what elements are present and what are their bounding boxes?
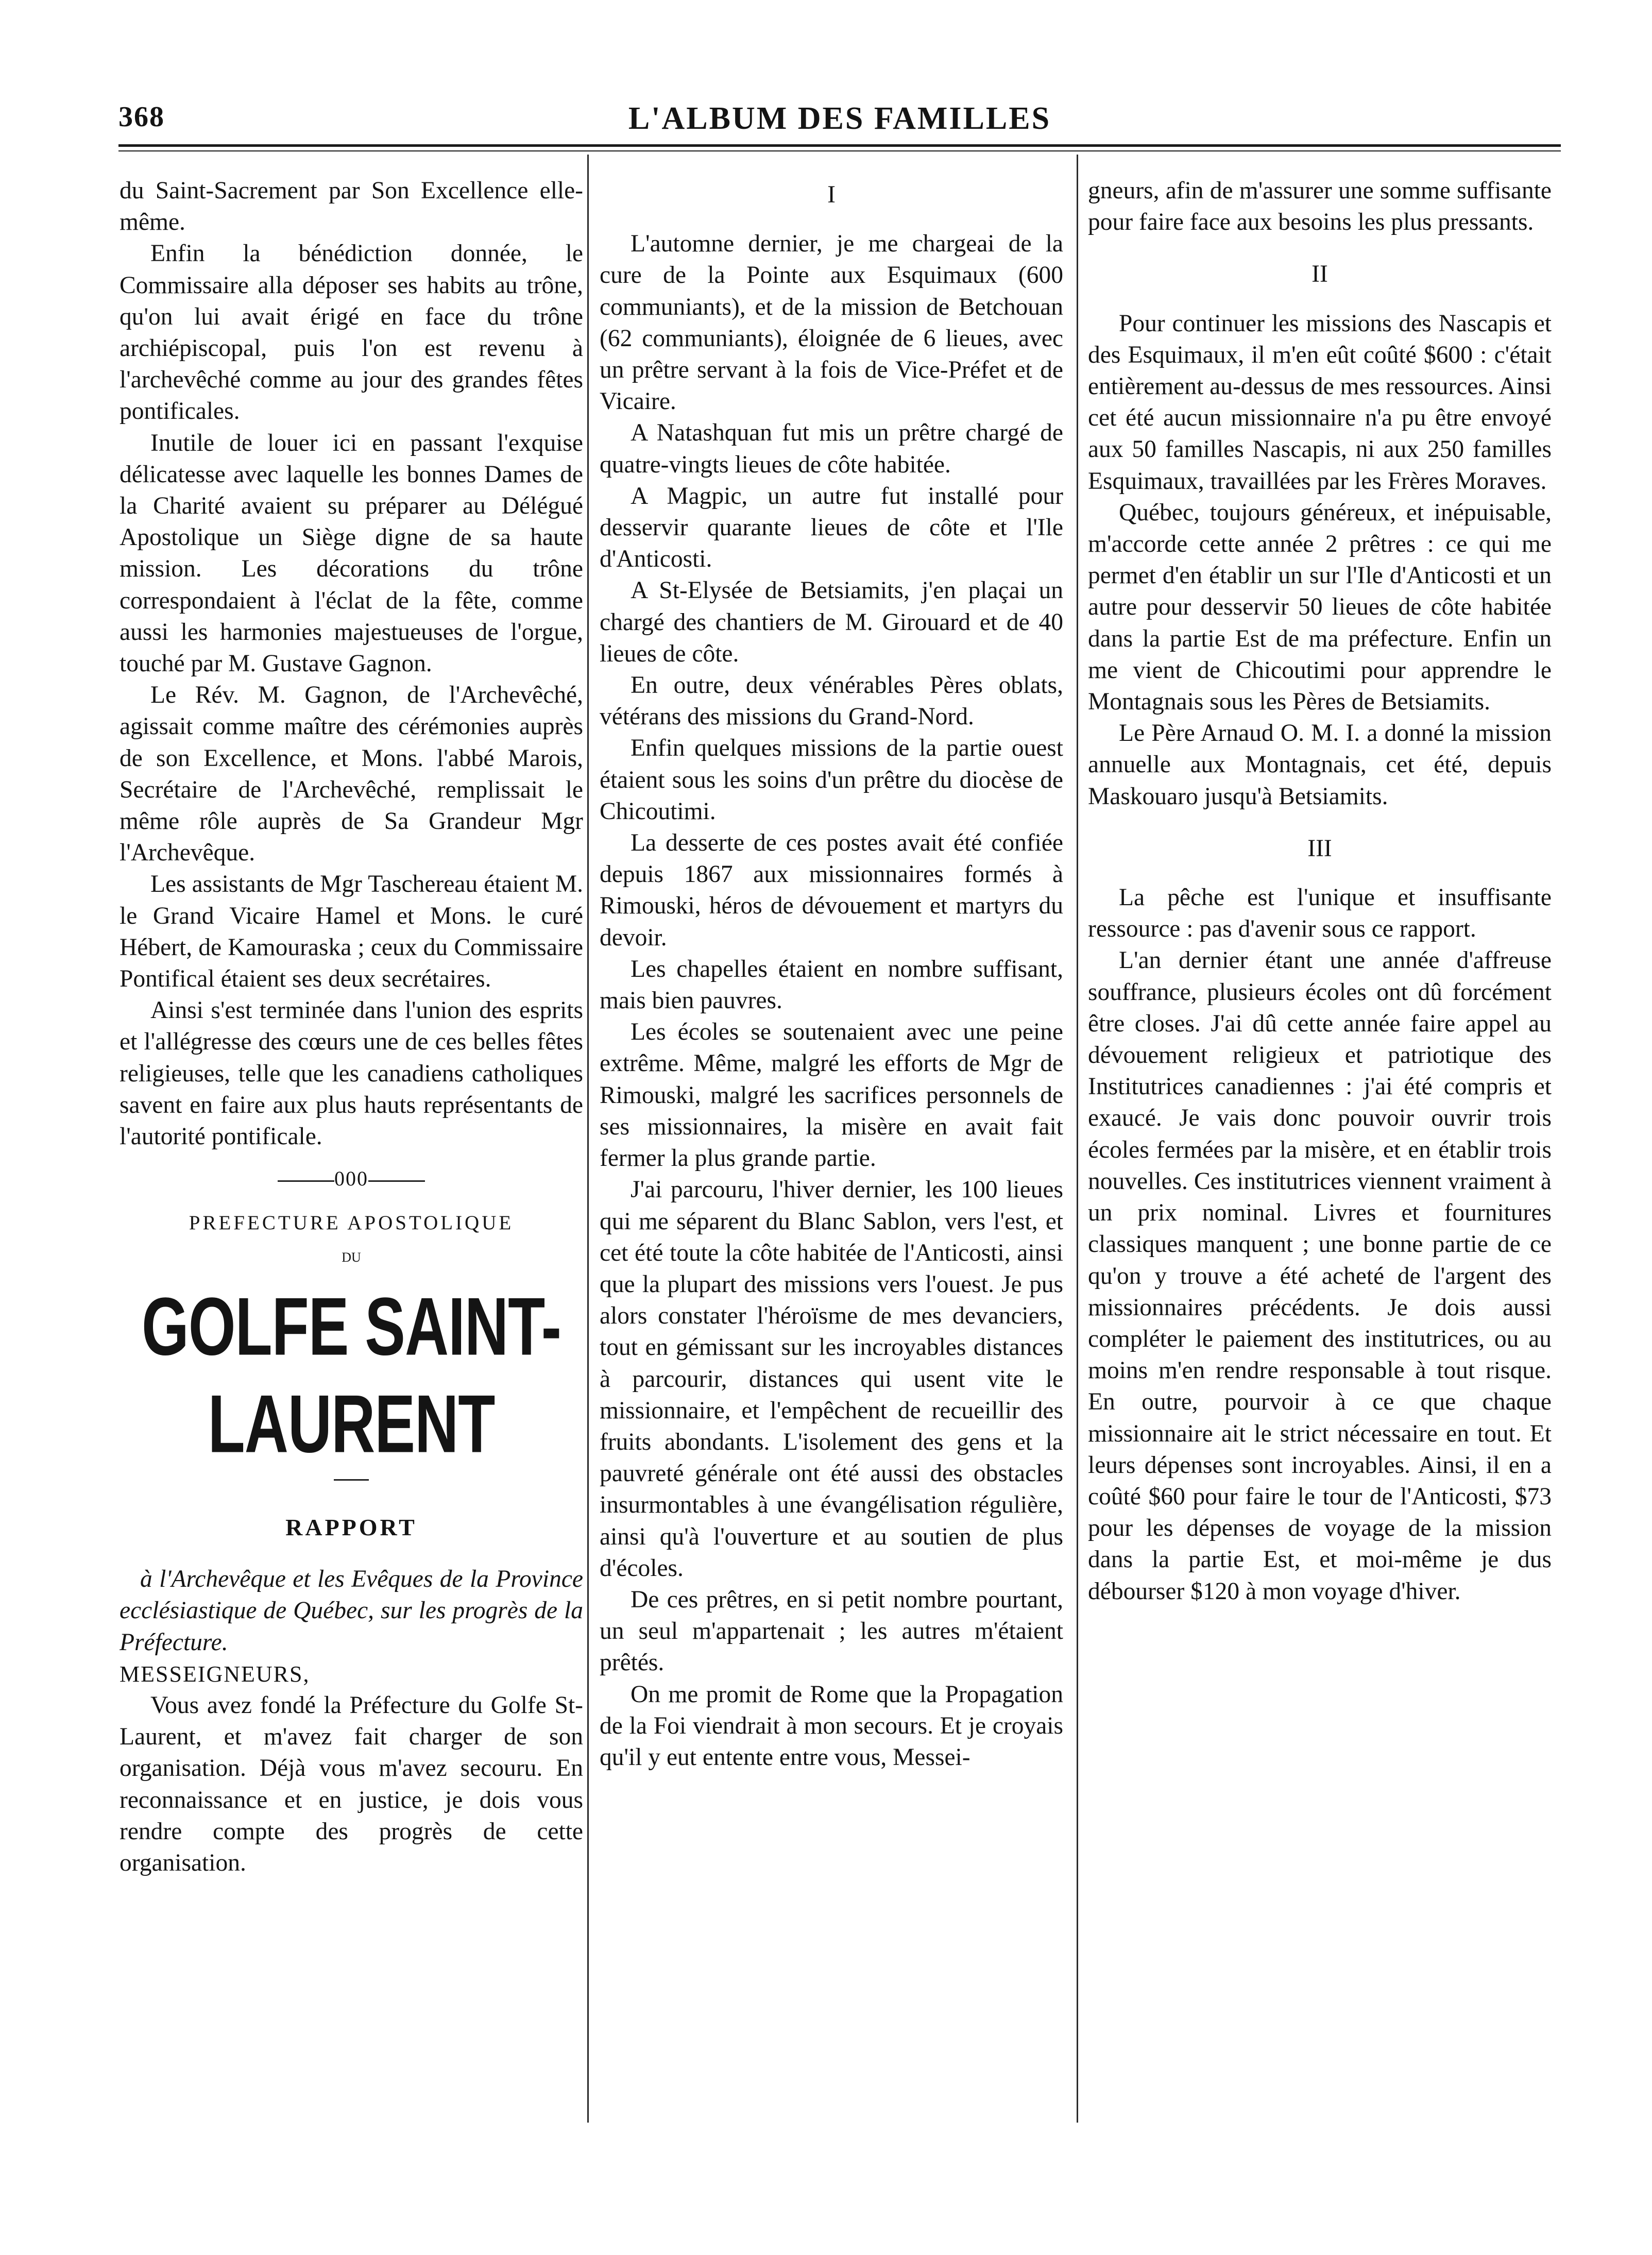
- column-3: [1088, 175, 1552, 2123]
- paragraph: A St-Elysée de Betsiamits, j'en plaçai un chargé des chantiers de M. Girouard et de 40 lieues de côte.: [600, 577, 1063, 667]
- section-separator: [120, 1163, 583, 1194]
- separator-line: [368, 1180, 425, 1182]
- paragraph: Québec, toujours généreux, et inépuisable, m'accorde cette année 2 prêtres : ce qui me permet d'en établir un sur l'Ile d'Anticosti et un autre pour desservir 50 lieues de côte habitée dans la partie Est de ma préfecture. Enfin un me vient de Chicoutimi pour apprendre le Montagnais sous les Pères de Betsiamits.: [1088, 499, 1552, 716]
- paragraph: Les chapelles étaient en nombre suffisant, mais bien pauvres.: [600, 955, 1063, 1014]
- salutation: MESSEIGNEURS,: [120, 1661, 310, 1687]
- paragraph: Pour continuer les missions des Nascapis et des Esquimaux, il m'en eût coûté $600 : c'était entièrement au-dessus de mes ressources. Ainsi cet été aucun missionnaire n'a pu être envoyé aux 50 familles Nascapis, ni aux 250 familles Esquimaux, travaillées par les Frères Moraves.: [1088, 310, 1552, 495]
- section-heading-1: I: [827, 181, 836, 208]
- running-title: L'ALBUM DES FAMILLES: [628, 101, 1051, 136]
- paragraph: Les écoles se soutenaient avec une peine extrême. Même, malgré les efforts de Mgr de Rimouski, malgré les sacrifices personnels de ses missionnaires, la misère en avait fait fermer la plus grande partie.: [600, 1019, 1063, 1172]
- separator-line: [278, 1180, 334, 1182]
- paragraph: La desserte de ces postes avait été confiée depuis 1867 aux missionnaires formés à Rimouski, héros de dévouement et martyrs du devoir.: [600, 829, 1063, 951]
- paragraph: La pêche est l'unique et insuffisante ressource : pas d'avenir sous ce rapport.: [1088, 884, 1552, 943]
- paragraph: L'an dernier étant une année d'affreuse souffrance, plusieurs écoles ont dû forcément être closes. J'ai dû cette année faire appel au dévouement religieux et patriotique des Institutrices canadiennes : j'ai été compris et exaucé. Je vais donc pouvoir ouvrir trois écoles fermées par la misère, et en établir trois nouvelles. Ces institutrices viennent vraiment à un prix nominal. Livres et fournitures classiques manquent ; une bonne partie de ce qu'on y trouve a été acheté de l'argent des missionnaires précédents. Je dois aussi compléter le paiement des institutrices, ou au moins m'en rendre responsable à tout risque. En outre, pourvoir à ce que chaque missionnaire ait le strict nécessaire en tout. Et leurs dépenses sont incroyables. Ainsi, il en a coûté $60 pour faire le tour de l'Anticosti, $73 pour les dépenses de voyage de la mission dans la partie Est, et moi-même je dus débourser $120 à mon voyage d'hiver.: [1088, 947, 1552, 1605]
- paragraph: A Natashquan fut mis un prêtre chargé de quatre-vingts lieues de côte habitée.: [600, 419, 1063, 478]
- paragraph: Le Rév. M. Gagnon, de l'Archevêché, agissait comme maître des cérémonies auprès de son Excellence, et Mons. l'abbé Marois, Secrétaire de l'Archevêché, remplissait le même rôle auprès de Sa Grandeur Mgr l'Archevêque.: [120, 682, 583, 867]
- paragraph: J'ai parcouru, l'hiver dernier, les 100 lieues qui me séparent du Blanc Sablon, vers l'est, et cet été toute la côte habitée de l'Anticosti, ainsi que la plupart des missions vers l'ouest. Je pus alors constater l'héroïsme de mes devanciers, tout en gémissant sur les incroyables distances à parcourir, distances qui usent vite le missionnaire, et l'empêchent de recueillir des fruits abondants. L'isolement des gens et la pauvreté générale ont été aussi des obstacles insurmontables à une évangélisation régulière, ainsi qu'à l'ouverture et au soutien de plus d'écoles.: [600, 1176, 1063, 1582]
- page-number: 368: [118, 101, 165, 133]
- paragraph: Vous avez fondé la Préfecture du Golfe St-Laurent, et m'avez fait charger de son organisation. Déjà vous m'avez secouru. En reconnaissance et en justice, je dois vous rendre compte des progrès de cette organisation.: [120, 1691, 583, 1876]
- section-heading-2: II: [1312, 261, 1328, 288]
- paragraph: Ainsi s'est terminée dans l'union des esprits et l'allégresse des cœurs une de ces belles fêtes religieuses, telle que les canadiens catholiques savent en faire aux plus hauts représentants de l'autorité pontificale.: [120, 997, 583, 1150]
- prefecture-heading: PREFECTURE APOSTOLIQUE: [189, 1211, 514, 1234]
- paragraph: gneurs, afin de m'assurer une somme suffisante pour faire face aux besoins les plus pressants.: [1088, 177, 1552, 236]
- paragraph: A Magpic, un autre fut installé pour desservir quarante lieues de côte et l'Ile d'Anticosti.: [600, 482, 1063, 573]
- rapport-heading: RAPPORT: [285, 1514, 417, 1540]
- paragraph: Inutile de louer ici en passant l'exquise délicatesse avec laquelle les bonnes Dames de la Charité avaient su préparer au Délégué Apostolique un Siège digne de sa haute mission. Les décorations du trône correspondaient à l'éclat de la fête, comme aussi les harmonies majestueuses de l'orgue, touché par M. Gustave Gagnon.: [120, 429, 583, 677]
- paragraph: En outre, deux vénérables Pères oblats, vétérans des missions du Grand-Nord.: [600, 672, 1063, 731]
- title-dash: [334, 1479, 369, 1481]
- section-heading-3: III: [1307, 835, 1332, 862]
- column-divider-2: [1077, 155, 1078, 2123]
- header-rule-thin: [118, 150, 1561, 151]
- golfe-title: GOLFE SAINT-LAURENT: [142, 1281, 561, 1470]
- paragraph: De ces prêtres, en si petit nombre pourtant, un seul m'appartenait ; les autres m'étaient prêtés.: [600, 1586, 1063, 1676]
- separator-ornament: 000: [334, 1167, 368, 1191]
- column-2: [600, 175, 1063, 2123]
- column-1: [120, 175, 583, 2123]
- header-rule: [118, 144, 1561, 147]
- paragraph: Enfin quelques missions de la partie ouest étaient sous les soins d'un prêtre du diocèse de Chicoutimi.: [600, 735, 1063, 825]
- paragraph: On me promit de Rome que la Propagation de la Foi viendrait à mon secours. Et je croyais qu'il y eut entente entre vous, Messei-: [600, 1681, 1063, 1771]
- paragraph: Les assistants de Mgr Taschereau étaient M. le Grand Vicaire Hamel et Mons. le curé Hébert, de Kamouraska ; ceux du Commissaire Pontifical étaient ses deux secrétaires.: [120, 871, 583, 993]
- du-heading: DU: [342, 1249, 361, 1265]
- paragraph: L'automne dernier, je me chargeai de la cure de la Pointe aux Esquimaux (600 communiants), et de la mission de Betchouan (62 communiants), éloignée de 6 lieues, avec un prêtre servant à la fois de Vice-Préfet et de Vicaire.: [600, 230, 1063, 415]
- column-divider-1: [587, 155, 589, 2123]
- paragraph: Enfin la bénédiction donnée, le Commissaire alla déposer ses habits au trône, qu'on lui avait érigé en face du trône archiépiscopal, puis l'on est revenu à l'archevêché comme au jour des grandes fêtes pontificales.: [120, 240, 583, 425]
- dedication: à l'Archevêque et les Evêques de la Province ecclésiastique de Québec, sur les progrès de la Préfecture.: [120, 1566, 583, 1656]
- paragraph: du Saint-Sacrement par Son Excellence elle-même.: [120, 177, 583, 236]
- running-header: [118, 100, 1561, 142]
- paragraph: Le Père Arnaud O. M. I. a donné la mission annuelle aux Montagnais, cet été, depuis Maskouaro jusqu'à Betsiamits.: [1088, 720, 1552, 810]
